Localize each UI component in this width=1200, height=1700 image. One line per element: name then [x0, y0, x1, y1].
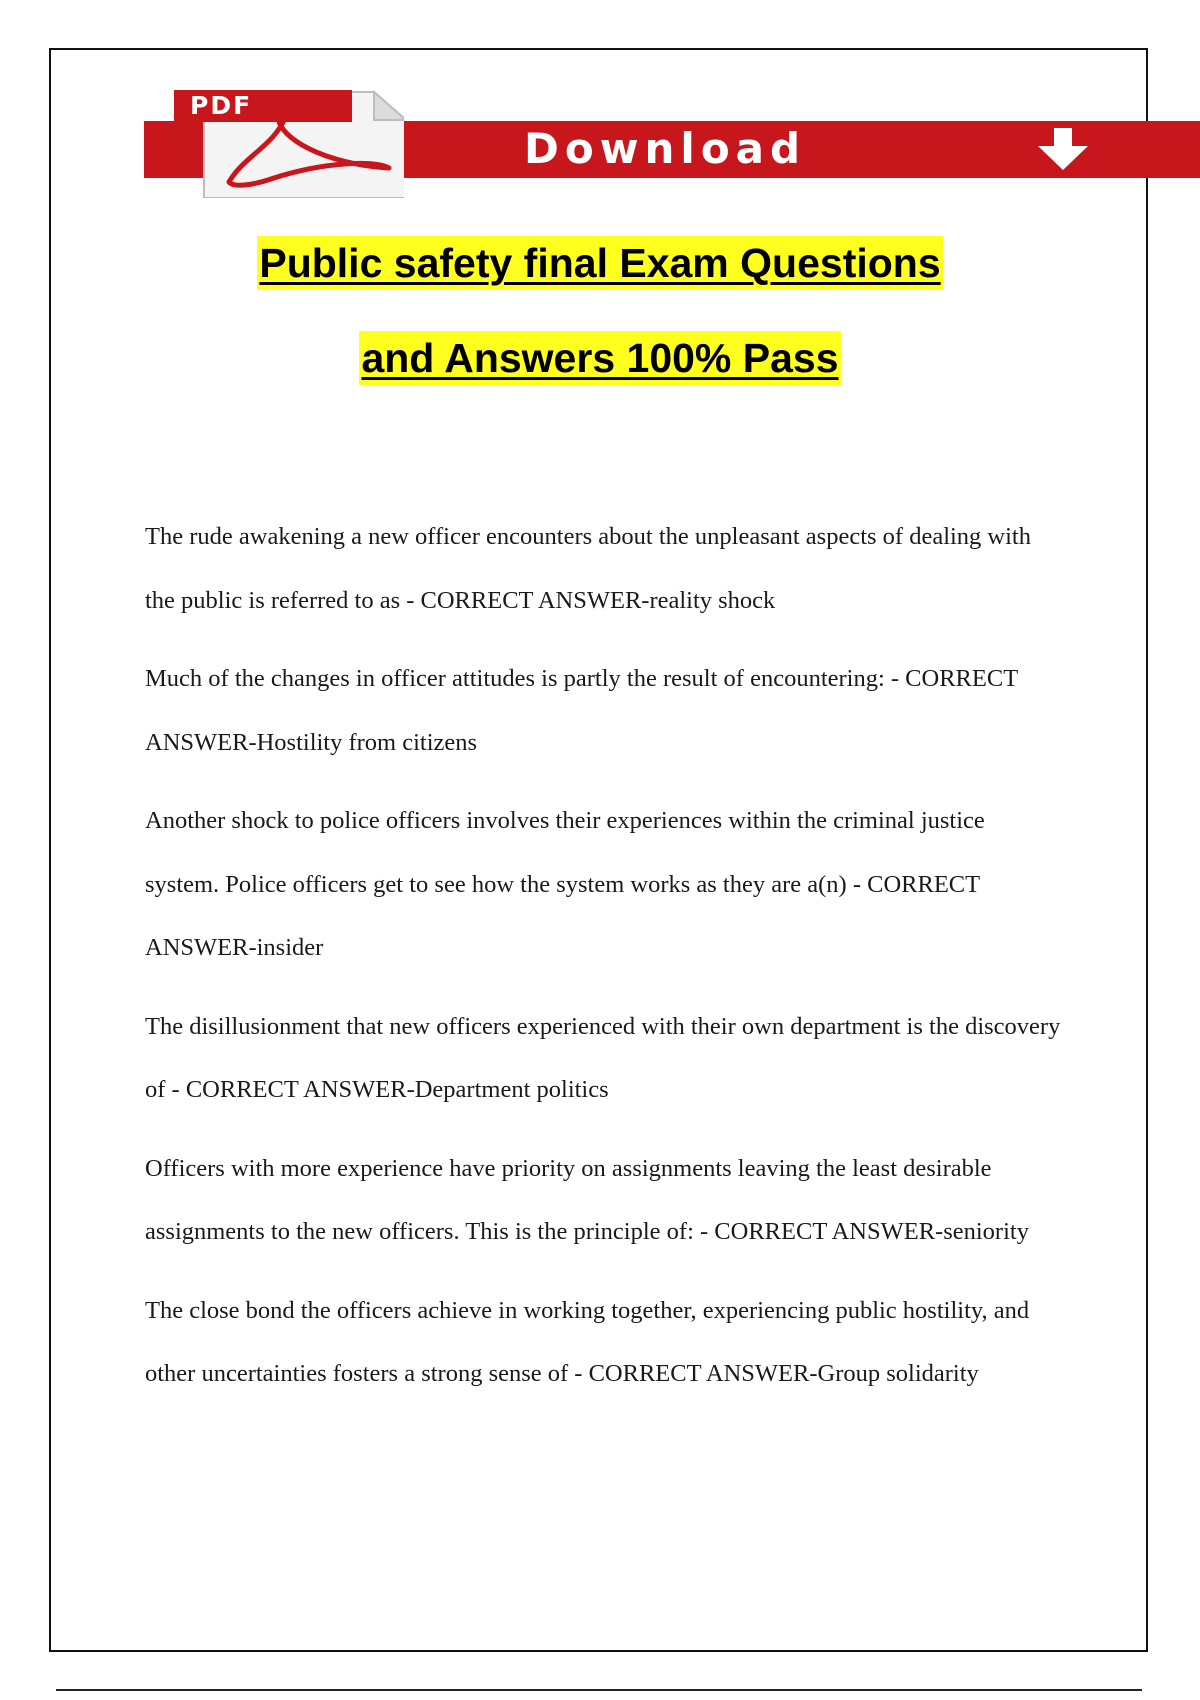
document-title-line-2: [60, 335, 1140, 382]
document-title-line-1: [60, 240, 1140, 287]
qa-item: The close bond the officers achieve in working together, experiencing public hostility, and other uncertainties fosters a strong sense of - CORRECT ANSWER-Group solidarity: [145, 1296, 1030, 1387]
qa-item: The disillusionment that new officers experienced with their own department is the discovery of - CORRECT ANSWER-Department politics: [145, 1012, 1061, 1103]
download-label[interactable]: Download: [524, 124, 807, 173]
title-text-1: Public safety final Exam Questions: [257, 236, 942, 290]
pdf-label: PDF: [174, 90, 352, 122]
bottom-divider: [56, 1689, 1142, 1691]
qa-item: Officers with more experience have priority on assignments leaving the least desirable assignments to the new officers. This is the principle of: - CORRECT ANSWER-seniority: [145, 1154, 1029, 1245]
pdf-download-banner[interactable]: [144, 76, 1200, 196]
title-text-2: and Answers 100% Pass: [359, 331, 840, 385]
qa-item: Much of the changes in officer attitudes is partly the result of encountering: - CORRECT ANSWER-Hostility from citizens: [145, 665, 1018, 756]
qa-list: [145, 505, 1065, 1421]
qa-item: Another shock to police officers involves their experiences within the criminal justice system. Police officers get to see how the system works as they are a(n) - CORRECT ANSWER-insider: [145, 807, 985, 961]
download-arrow-icon[interactable]: [1024, 126, 1104, 174]
qa-item: The rude awakening a new officer encounters about the unpleasant aspects of dealing with the public is referred to as - CORRECT ANSWER-reality shock: [145, 523, 1031, 614]
pdf-document-icon: [174, 86, 404, 198]
